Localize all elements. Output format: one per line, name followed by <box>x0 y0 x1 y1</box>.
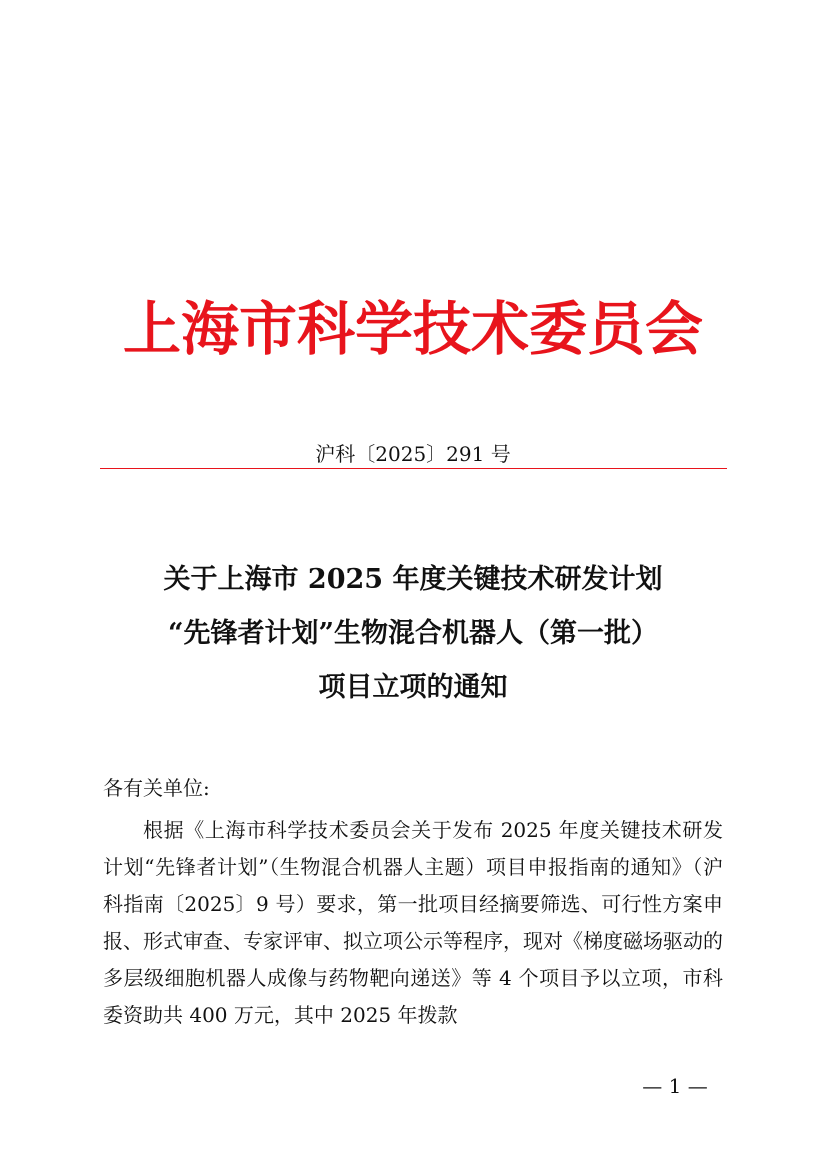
body-paragraph: 根据《上海市科学技术委员会关于发布 2025 年度关键技术研发计划“先锋者计划”（生物混合机器人主题）项目申报指南的通知》（沪科指南〔2025〕9 号）要求，第一批项目经摘要筛选、可行性方案申报、形式审查、专家评审、拟立项公示等程序，现对《梯度磁场驱动的多层级细胞机器人成像与药物靶向递送》等 4 个项目予以立项，市科委资助共 400 万元，其中 2025 年拨款 <box>103 818 723 1027</box>
page-number: — 1 — <box>642 1074 708 1098</box>
red-divider-line <box>100 468 727 469</box>
title-line-1: 关于上海市 2025 年度关键技术研发计划 <box>163 564 663 595</box>
issuer-masthead: 上海市科学技术委员会 <box>122 295 703 363</box>
document-title <box>0 553 826 715</box>
salutation: 各有关单位: <box>103 776 210 800</box>
title-line-2: “先锋者计划”生物混合机器人（第一批） <box>167 618 659 649</box>
title-line-3: 项目立项的通知 <box>318 672 508 703</box>
document-number: 沪科〔2025〕291 号 <box>315 442 511 466</box>
